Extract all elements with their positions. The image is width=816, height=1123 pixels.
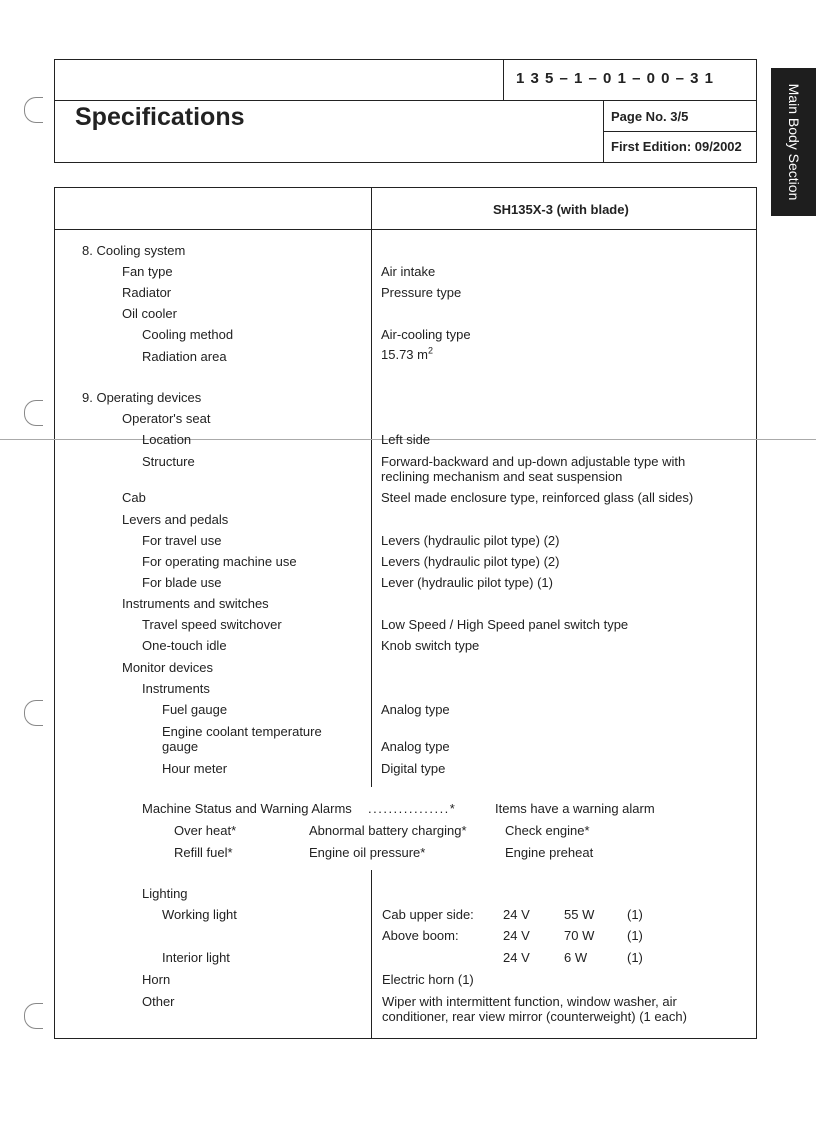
light-watt: 70 W bbox=[564, 928, 595, 943]
one-touch-label: One-touch idle bbox=[142, 638, 227, 653]
other-value-1: Wiper with intermittent function, window washer, air bbox=[382, 994, 677, 1009]
structure-value-2: reclining mechanism and seat suspension bbox=[381, 469, 623, 484]
horn-value: Electric horn (1) bbox=[382, 972, 474, 987]
light-voltage: 24 V bbox=[503, 950, 530, 965]
alarms-note: Items have a warning alarm bbox=[495, 801, 655, 816]
coolant-label-1: Engine coolant temperature bbox=[162, 724, 322, 739]
binder-hole bbox=[24, 1003, 43, 1029]
model-header: SH135X-3 (with blade) bbox=[493, 202, 629, 217]
fuel-gauge-value: Analog type bbox=[381, 702, 450, 717]
location-label: Location bbox=[142, 432, 192, 447]
light-watt: 6 W bbox=[564, 950, 588, 965]
binder-hole bbox=[24, 700, 43, 726]
binder-hole bbox=[24, 97, 43, 123]
alarms-title: Machine Status and Warning Alarms bbox=[142, 801, 352, 816]
cab-value: Steel made enclosure type, reinforced glass (all sides) bbox=[381, 490, 694, 505]
horn-label: Horn bbox=[142, 972, 171, 987]
light-position: Above boom: bbox=[382, 928, 459, 943]
cooling-method-label: Cooling method bbox=[142, 327, 234, 342]
coolant-value: Analog type bbox=[381, 739, 450, 754]
radiator-value: Pressure type bbox=[381, 285, 462, 300]
alarms-leader: ................* bbox=[368, 801, 457, 816]
travel-speed-label: Travel speed switchover bbox=[142, 617, 282, 632]
radiation-area-label: Radiation area bbox=[142, 349, 227, 364]
binder-hole bbox=[24, 400, 43, 426]
fan-type-value: Air intake bbox=[381, 264, 436, 279]
edition: First Edition: 09/2002 bbox=[611, 139, 742, 154]
machine-use-value: Levers (hydraulic pilot type) (2) bbox=[381, 554, 560, 569]
fan-type-label: Fan type bbox=[122, 264, 173, 279]
section-tab bbox=[771, 68, 816, 216]
travel-use-value: Levers (hydraulic pilot type) (2) bbox=[381, 533, 560, 548]
alarm-item: Engine preheat bbox=[505, 845, 594, 860]
hour-meter-value: Digital type bbox=[381, 761, 446, 776]
cooling-method-value: Air-cooling type bbox=[381, 327, 471, 342]
alarm-item: Check engine* bbox=[505, 823, 590, 838]
other-label: Other bbox=[142, 994, 175, 1009]
light-watt: 55 W bbox=[564, 907, 595, 922]
working-light-label: Working light bbox=[162, 907, 237, 922]
alarm-item: Engine oil pressure* bbox=[309, 845, 426, 860]
fuel-gauge-label: Fuel gauge bbox=[162, 702, 228, 717]
one-touch-value: Knob switch type bbox=[381, 638, 480, 653]
coolant-label-2: gauge bbox=[162, 739, 199, 754]
cooling-title: 8. Cooling system bbox=[82, 243, 186, 258]
location-value: Left side bbox=[381, 432, 431, 447]
lighting-title: Lighting bbox=[142, 886, 188, 901]
structure-label: Structure bbox=[142, 454, 195, 469]
instruments-switches-label: Instruments and switches bbox=[122, 596, 269, 611]
hour-meter-label: Hour meter bbox=[162, 761, 228, 776]
blade-use-value: Lever (hydraulic pilot type) (1) bbox=[381, 575, 553, 590]
light-qty: (1) bbox=[627, 907, 643, 922]
travel-speed-value: Low Speed / High Speed panel switch type bbox=[381, 617, 629, 632]
levers-label: Levers and pedals bbox=[122, 512, 229, 527]
light-voltage: 24 V bbox=[503, 907, 530, 922]
other-value-2: conditioner, rear view mirror (counterweight) (1 each) bbox=[382, 1009, 687, 1024]
operating-title: 9. Operating devices bbox=[82, 390, 202, 405]
light-qty: (1) bbox=[627, 950, 643, 965]
document-number: 1 3 5 – 1 – 0 1 – 0 0 – 3 1 bbox=[516, 70, 714, 87]
oil-cooler-label: Oil cooler bbox=[122, 306, 177, 321]
instruments-label: Instruments bbox=[142, 681, 210, 696]
light-qty: (1) bbox=[627, 928, 643, 943]
alarm-item: Abnormal battery charging* bbox=[309, 823, 467, 838]
seat-label: Operator's seat bbox=[122, 411, 211, 426]
light-position: Cab upper side: bbox=[382, 907, 474, 922]
cab-label: Cab bbox=[122, 490, 146, 505]
radiation-area-value: 15.73 $m^2$ bbox=[381, 345, 433, 362]
structure-value-1: Forward-backward and up-down adjustable type with bbox=[381, 454, 686, 469]
section-tab-label: Main Body Section bbox=[785, 83, 802, 201]
radiator-label: Radiator bbox=[122, 285, 172, 300]
alarm-item: Over heat* bbox=[174, 823, 237, 838]
travel-use-label: For travel use bbox=[142, 533, 222, 548]
monitor-label: Monitor devices bbox=[122, 660, 214, 675]
light-voltage: 24 V bbox=[503, 928, 530, 943]
alarm-item: Refill fuel* bbox=[174, 845, 233, 860]
page-number: Page No. 3/5 bbox=[611, 109, 689, 124]
machine-use-label: For operating machine use bbox=[142, 554, 297, 569]
interior-light-label: Interior light bbox=[162, 950, 230, 965]
blade-use-label: For blade use bbox=[142, 575, 222, 590]
page-title: Specifications bbox=[75, 103, 245, 131]
